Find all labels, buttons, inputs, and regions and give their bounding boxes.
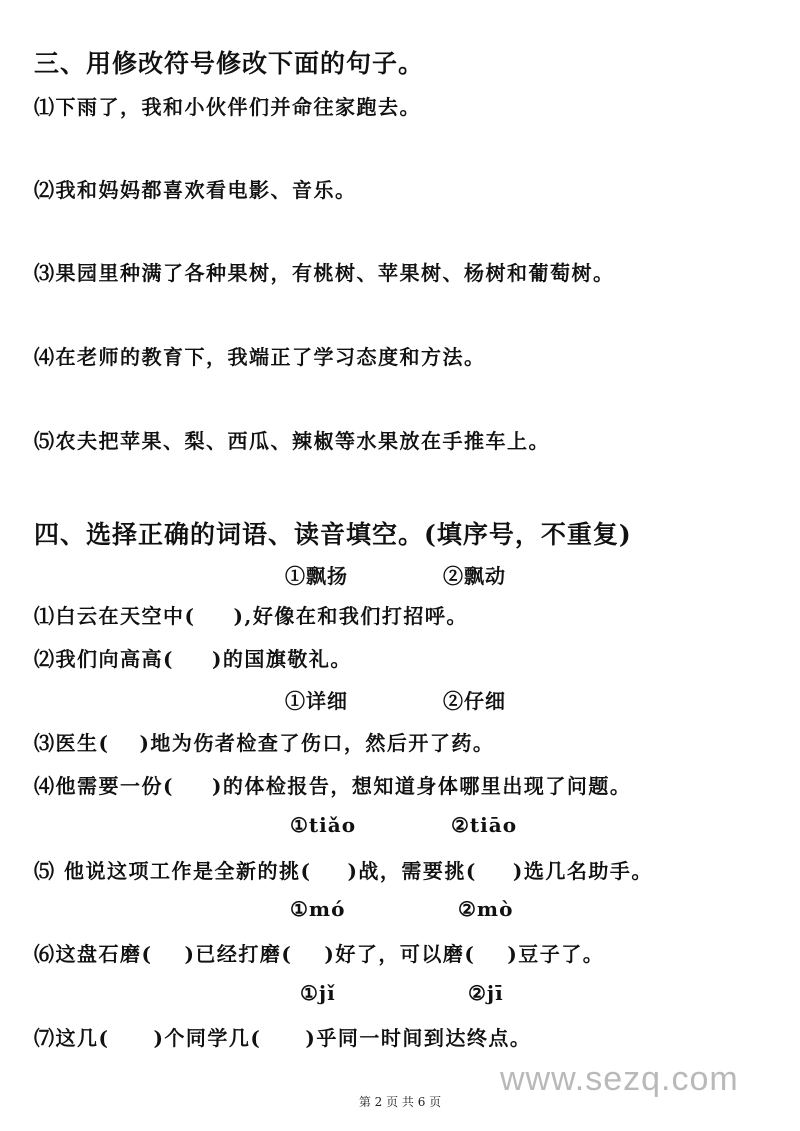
- sentence-7-part-2: )个同学几(: [153, 1026, 262, 1050]
- section-3-item-2: ⑵我和妈妈都喜欢看电影、音乐。: [34, 178, 357, 202]
- section-4-sentence-5: [34, 855, 653, 884]
- option-1-ji3: ①jǐ: [300, 981, 336, 1005]
- sentence-3-part-1: ⑶医生(: [34, 731, 110, 755]
- section-4-sentence-1: [34, 600, 468, 629]
- page-indicator: 第 2 页 共 6 页: [358, 1095, 442, 1109]
- sentence-2-part-1: ⑵我们向高高(: [34, 647, 174, 671]
- option-2-piaodong: ②飘动: [443, 564, 506, 588]
- section-4-sentence-7: [34, 1022, 531, 1051]
- option-1-piaoyang: ①飘扬: [285, 564, 348, 588]
- sentence-1-part-2: ),好像在和我们打招呼。: [233, 604, 468, 628]
- sentence-7-part-1: ⑺这几(: [34, 1026, 110, 1050]
- sentence-5-part-2: )战，需要挑(: [347, 859, 477, 883]
- sentence-7-part-3: )乎同一时间到达终点。: [305, 1026, 532, 1050]
- section-4-sentence-6: [34, 938, 604, 967]
- sentence-5-part-3: )选几名助手。: [512, 859, 653, 883]
- sentence-2-part-2: )的国旗敬礼。: [211, 647, 352, 671]
- option-1-xiangxi: ①详细: [285, 689, 348, 713]
- section-3-item-4: ⑷在老师的教育下，我端正了学习态度和方法。: [34, 345, 486, 369]
- sentence-1-part-1: ⑴白云在天空中(: [34, 604, 196, 628]
- sentence-6-part-2: )已经打磨(: [184, 942, 293, 966]
- sentence-6-part-4: )豆子了。: [507, 942, 605, 966]
- option-2-mo4: ②mò: [458, 897, 514, 921]
- sentence-6-part-3: )好了，可以磨(: [324, 942, 476, 966]
- sentence-5-part-1: ⑸ 他说这项工作是全新的挑(: [34, 859, 312, 883]
- section-4-sentence-3: [34, 727, 494, 756]
- sentence-3-part-2: )地为伤者检查了伤口，然后开了药。: [139, 731, 495, 755]
- section-3-item-1: ⑴下雨了，我和小伙伴们并命往家跑去。: [34, 95, 421, 119]
- section-4-sentence-4: [34, 770, 631, 799]
- section-3-title: 三、用修改符号修改下面的句子。: [34, 49, 425, 78]
- site-watermark: www.sezq.com: [500, 1060, 739, 1098]
- option-1-tiao3: ①tiǎo: [290, 813, 357, 837]
- section-4-sentence-2: [34, 643, 352, 672]
- option-1-mo2: ①mó: [290, 897, 346, 921]
- section-4-title: 四、选择正确的词语、读音填空。(填序号，不重复): [34, 520, 632, 549]
- section-3-item-3: ⑶果园里种满了各种果树，有桃树、苹果树、杨树和葡萄树。: [34, 261, 615, 285]
- option-2-zixi: ②仔细: [443, 689, 506, 713]
- sentence-4-part-2: )的体检报告，想知道身体哪里出现了问题。: [211, 774, 632, 798]
- option-2-ji1: ②jī: [468, 981, 504, 1005]
- sentence-4-part-1: ⑷他需要一份(: [34, 774, 174, 798]
- section-3-item-5: ⑸农夫把苹果、梨、西瓜、辣椒等水果放在手推车上。: [34, 429, 550, 453]
- option-2-tiao1: ②tiāo: [451, 813, 518, 837]
- sentence-6-part-1: ⑹这盘石磨(: [34, 942, 153, 966]
